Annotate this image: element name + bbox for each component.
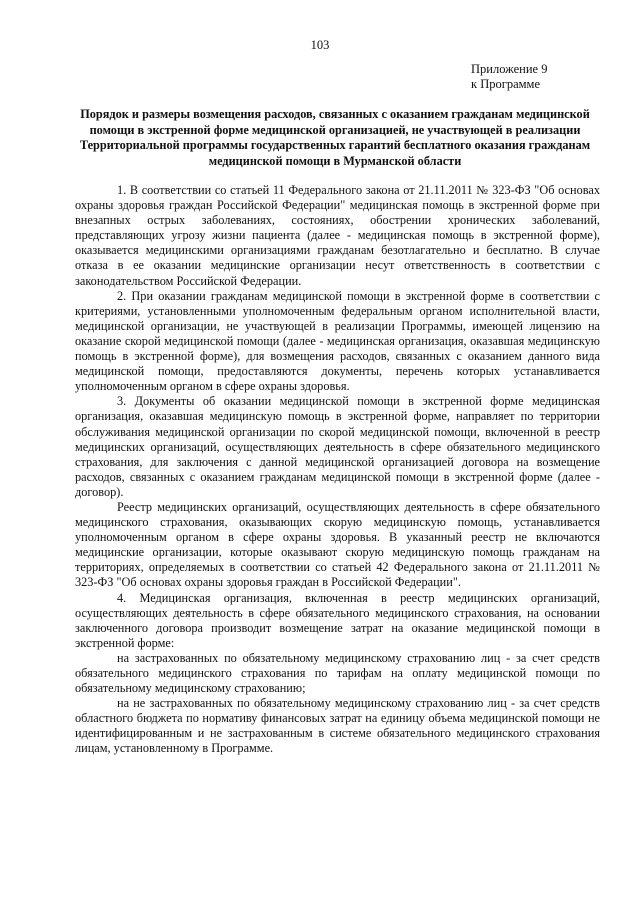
paragraph-4: Реестр медицинских организаций, осуществляющих деятельность в сфере обязательного медицинского страхования, оказывающих скорую медицинскую помощь, устанавливается уполномоченным органом в сфере охраны здоровья. В указанный реестр не включаются медицинские организации, которые оказывают скорую медицинскую помощь гражданам на территориях, определяемых в соответствии со статьей 42 Федерального закона от 21.11.2011 № 323-ФЗ "Об основах охраны здоровья граждан в Российской Федерации".: [75, 499, 600, 590]
appendix-line-1: Приложение 9: [471, 62, 548, 76]
document-title: Порядок и размеры возмещения расходов, связанных с оказанием гражданам медицинской помощи в экстренной форме медицинской организацией, не участвующей в реализации Территориальной программы государственных гарантий бесплатного оказания гражданам медицинской помощи в Мурманской области: [79, 107, 591, 168]
paragraph-3: 3. Документы об оказании медицинской помощи в экстренной форме медицинская организация, оказавшая медицинскую помощь в экстренной форме, направляет по территории обслуживания медицинской организации по скорой медицинской помощи, включенной в реестр медицинских организаций, осуществляющих деятельность в сфере обязательного медицинского страхования, для заключения с данной медицинской организацией договора на возмещение расходов, связанных с оказанием гражданам медицинской помощи в экстренной форме (далее - договор).: [75, 394, 600, 499]
paragraph-1: 1. В соответствии со статьей 11 Федерального закона от 21.11.2011 № 323-ФЗ "Об основах охраны здоровья граждан Российской Федерации" медицинская помощь в экстренной форме при внезапных острых заболеваниях, состояниях, обострении хронических заболеваний, представляющих угрозу жизни пациента (далее - медицинская помощь в экстренной форме), оказывается медицинскими организациями гражданам безотлагательно и бесплатно. В случае отказа в ее оказании медицинские организации несут ответственность в соответствии с законодательством Российской Федерации.: [75, 183, 600, 288]
appendix-label: [471, 62, 547, 92]
paragraph-6: на застрахованных по обязательному медицинскому страхованию лиц - за счет средств обязательного медицинского страхования по тарифам на оплату медицинской помощи по обязательному медицинскому страхованию;: [75, 650, 600, 696]
paragraph-7: на не застрахованных по обязательному медицинскому страхованию лиц - за счет средств областного бюджета по нормативу финансовых затрат на единицу объема медицинской помощи не идентифицированным и не застрахованным в системе обязательного медицинского страхования лицам, установленному в Программе.: [75, 696, 600, 756]
document-body: [75, 183, 600, 757]
paragraph-2: 2. При оказании гражданам медицинской помощи в экстренной форме в соответствии с критериями, установленными уполномоченным федеральным органом исполнительной власти, медицинской организации, не участвующей в реализации Программы, имеющей лицензию на оказание скорой медицинской помощи (далее - медицинская организация, оказавшая медицинскую помощь в экстренной форме), для возмещения расходов, связанных с оказанием данного вида медицинской помощи, предоставляются документы, перечень которых устанавливается уполномоченным органом в сфере охраны здоровья.: [75, 288, 600, 394]
page-number: 103: [310, 38, 330, 52]
paragraph-5: 4. Медицинская организация, включенная в реестр медицинских организаций, осуществляющих деятельность в сфере обязательного медицинского страхования, на основании заключенного договора производит возмещение затрат на оказание медицинской помощи в экстренной форме:: [75, 590, 600, 650]
appendix-line-2: к Программе: [471, 77, 541, 91]
